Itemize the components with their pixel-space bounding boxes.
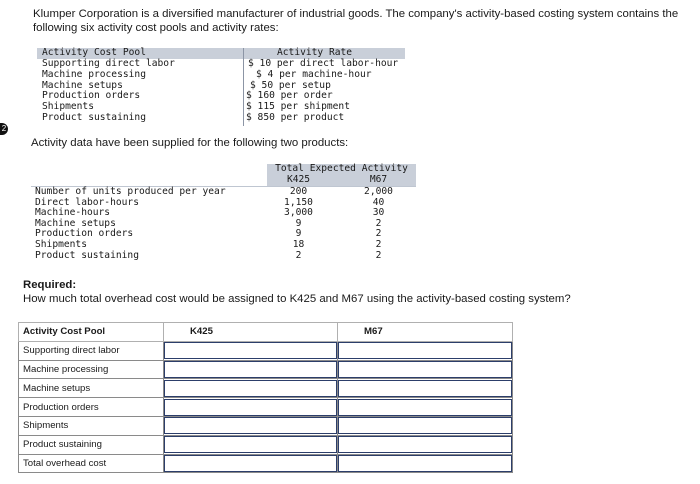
answer-row [19,454,513,473]
activity-k425-value: 2 [295,249,302,261]
answer-row-label: Total overhead cost [19,454,164,473]
answer-row [19,360,513,379]
m67-supporting-direct-labor-input[interactable] [338,342,512,359]
answer-row [19,379,513,398]
m67-total-overhead-input[interactable] [338,455,512,472]
rates-rate: $ 115 per shipment [246,101,350,113]
rates-pool: Shipments [42,101,94,113]
activity-m67-value: 2 [375,217,382,229]
rates-pool: Product sustaining [42,112,146,123]
activity-m67-value: 40 [372,196,385,208]
activity-col-m67: M67 [369,174,388,185]
answer-row-label: Machine setups [19,379,164,398]
k425-production-orders-input[interactable] [164,399,337,416]
answer-header-m67: M67 [338,323,513,342]
answer-row-label: Production orders [19,398,164,417]
m67-machine-setups-input[interactable] [338,380,512,397]
activity-intro: Activity data have been supplied for the following two products: [31,137,349,149]
required-section [23,278,571,306]
answer-row [19,435,513,454]
answer-table [18,322,513,473]
activity-m67-value: 30 [372,207,385,219]
answer-row-label: Shipments [19,416,164,435]
activity-label: Machine-hours [35,207,111,219]
rates-rate: $ 160 per order [246,90,333,102]
activity-k425-value: 1,150 [284,196,313,208]
activity-m67-value: 2 [375,239,382,250]
activity-label: Shipments [35,239,87,250]
activity-row [31,187,416,198]
rates-rate: $ 4 per machine-hour [256,68,372,80]
activity-k425-value: 9 [295,217,302,229]
k425-total-overhead-input[interactable] [164,455,337,472]
rates-header-pool: Activity Cost Pool [42,47,146,58]
answer-row [19,398,513,417]
activity-col-k425: K425 [286,174,311,185]
activity-k425-value: 9 [295,228,302,240]
activity-label: Number of units produced per year [35,186,226,197]
k425-product-sustaining-input[interactable] [164,436,337,453]
m67-production-orders-input[interactable] [338,399,512,416]
rates-row [37,113,405,124]
answer-header-pool: Activity Cost Pool [19,323,164,342]
required-question: How much total overhead cost would be assigned to K425 and M67 using the activity-based costing system? [23,293,571,305]
activity-rates-table [37,48,405,126]
answer-header-k425: K425 [164,323,338,342]
question-number-badge: 2 [1,124,7,133]
answer-row [19,416,513,435]
rates-row [37,70,405,81]
m67-shipments-input[interactable] [338,417,512,434]
rates-row [37,59,405,70]
rates-header-rate: Activity Rate [277,47,353,58]
activity-label: Machine setups [35,217,116,229]
activity-m67-value: 2 [375,249,382,261]
rates-pool: Production orders [42,90,141,102]
activity-data-table [31,164,416,264]
activity-label: Production orders [35,228,134,240]
answer-header-row [19,323,513,342]
activity-row [31,229,416,240]
rates-pool: Machine setups [42,79,123,91]
answer-row-label: Machine processing [19,360,164,379]
k425-machine-processing-input[interactable] [164,361,337,378]
activity-label: Direct labor-hours [35,196,139,208]
k425-shipments-input[interactable] [164,417,337,434]
activity-m67-value: 2,000 [364,186,393,197]
k425-supporting-direct-labor-input[interactable] [164,342,337,359]
rates-rate: $ 10 per direct labor-hour [248,58,399,69]
rates-pool: Supporting direct labor [42,58,175,69]
answer-row-label: Supporting direct labor [19,341,164,360]
m67-machine-processing-input[interactable] [338,361,512,378]
answer-row [19,341,513,360]
problem-intro: Klumper Corporation is a diversified manufacturer of industrial goods. The company's activity-based costing system contains the following six activity cost pools and activity rates: [33,8,679,34]
activity-row [31,240,416,251]
rates-pool: Machine processing [42,68,146,80]
activity-k425-value: 3,000 [284,207,313,219]
activity-m67-value: 2 [375,228,382,240]
activity-group-header: Total Expected Activity [275,163,408,174]
k425-machine-setups-input[interactable] [164,380,337,397]
activity-k425-value: 18 [292,239,305,250]
rates-rate: $ 850 per product [246,112,345,123]
activity-row [31,251,416,262]
rates-rate: $ 50 per setup [250,79,331,91]
activity-k425-value: 200 [289,186,308,197]
required-label: Required: [23,279,77,291]
answer-row-label: Product sustaining [19,435,164,454]
m67-product-sustaining-input[interactable] [338,436,512,453]
activity-label: Product sustaining [35,249,139,261]
